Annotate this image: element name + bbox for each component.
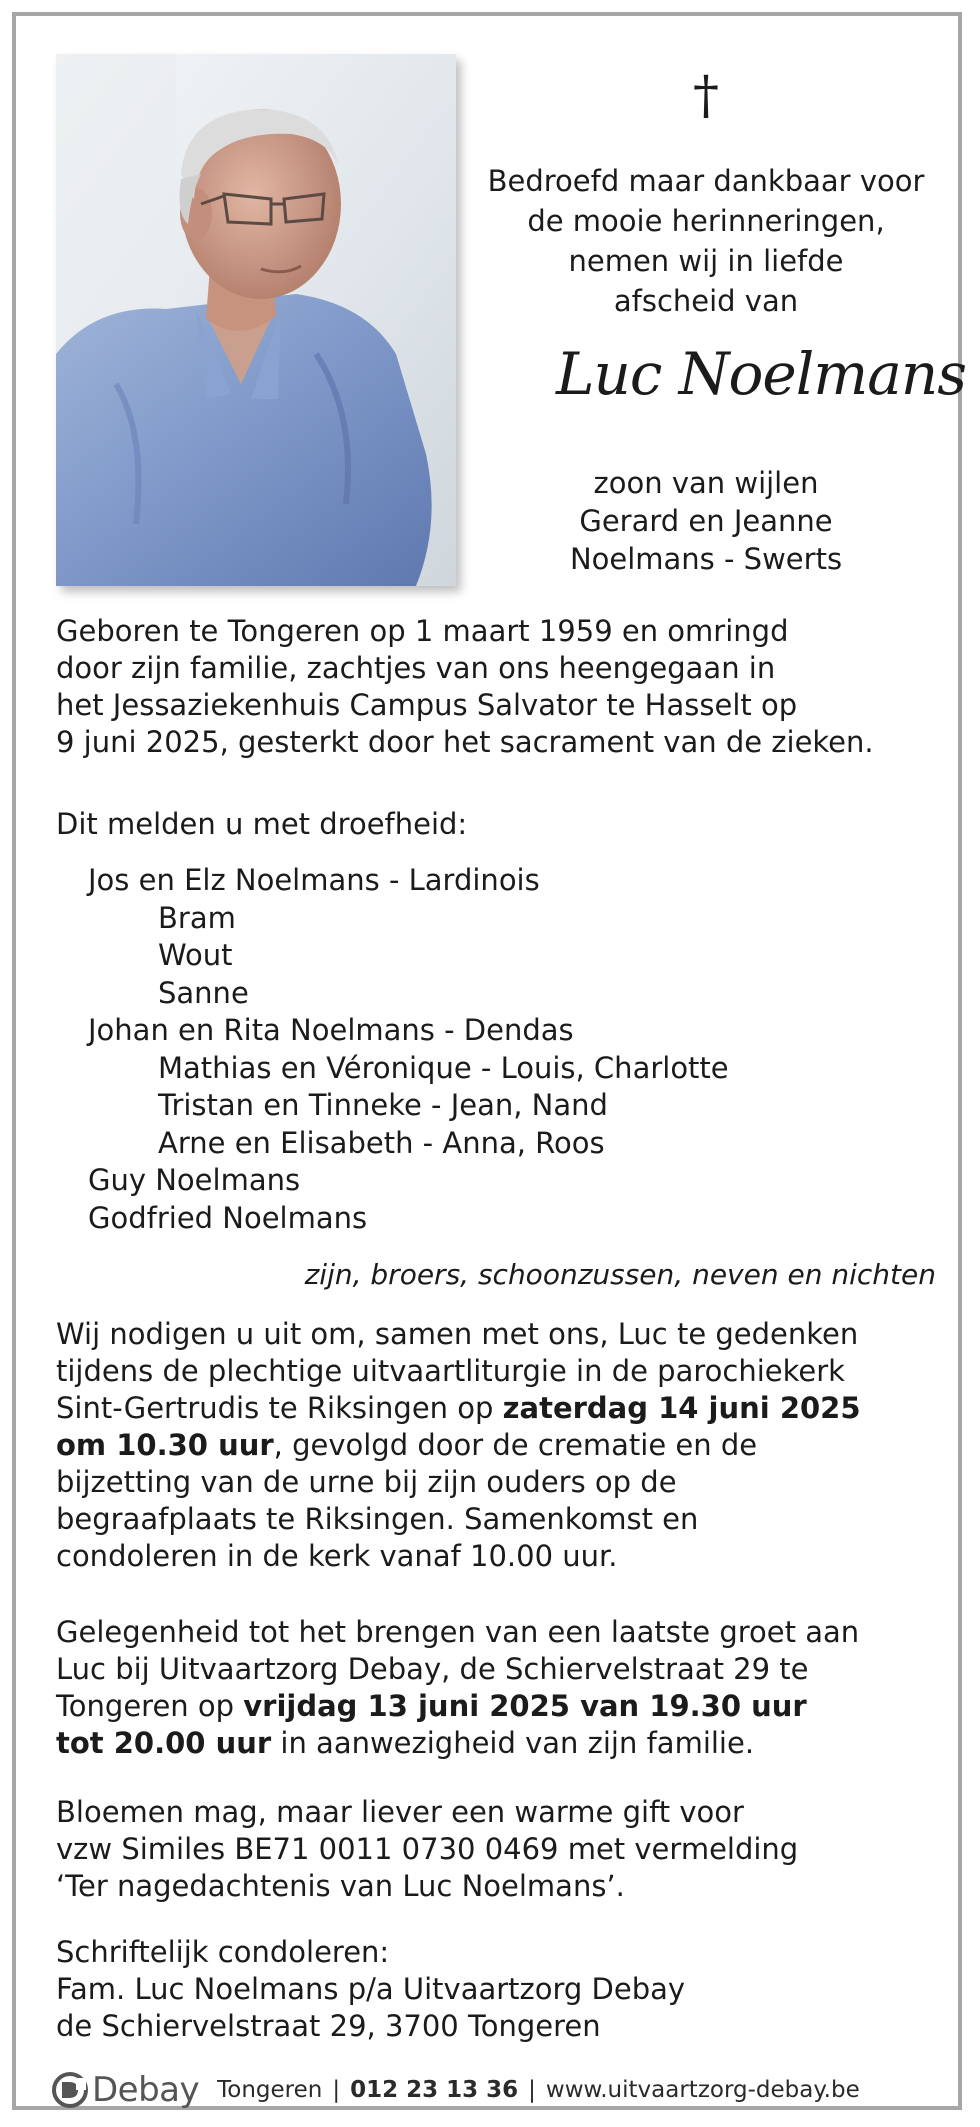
family-member: Jos en Elz Noelmans - Lardinois <box>88 863 540 897</box>
notice-frame <box>12 12 966 2110</box>
ceremony-line <box>56 1390 861 1427</box>
intro-line: de mooie herinneringen, <box>527 204 885 238</box>
visitation-time: tot 20.00 uur <box>56 1726 272 1760</box>
ceremony-text: , gevolgd door de crematie en de <box>273 1428 758 1462</box>
family-member: Guy Noelmans <box>88 1163 301 1197</box>
parents-text <box>456 464 956 578</box>
debay-logo-icon <box>52 2072 88 2108</box>
announce-text: Dit melden u met droefheid: <box>56 807 468 841</box>
deceased-name: Luc Noelmans <box>555 340 966 408</box>
intro-line: afscheid van <box>613 284 799 318</box>
condolences-line: de Schiervelstraat 29, 3700 Tongeren <box>56 2009 601 2043</box>
visitation-date: vrijdag 13 juni 2025 van 19.30 uur <box>243 1689 807 1723</box>
footer <box>52 2068 860 2112</box>
flowers-line: vzw Similes BE71 0011 0730 0469 met vermelding <box>56 1832 799 1866</box>
visitation-text: in aanwezigheid van zijn familie. <box>271 1726 755 1760</box>
portrait-photo <box>56 54 456 586</box>
footer-separator: | <box>528 2077 536 2103</box>
family-member: Arne en Elisabeth - Anna, Roos <box>158 1125 605 1160</box>
logo-text: Debay <box>92 2070 200 2110</box>
ceremony-paragraph <box>56 1316 861 1575</box>
birth-line: door zijn familie, zachtjes van ons heengegaan in <box>56 651 776 685</box>
family-list <box>56 862 729 1237</box>
footer-city: Tongeren <box>217 2077 323 2103</box>
ceremony-line: bijzetting van de urne bij zijn ouders op de <box>56 1465 677 1499</box>
footer-phone[interactable]: 012 23 13 36 <box>350 2077 519 2103</box>
family-member: Mathias en Véronique - Louis, Charlotte <box>158 1050 729 1085</box>
footer-separator: | <box>332 2077 341 2103</box>
condolences-line: Fam. Luc Noelmans p/a Uitvaartzorg Debay <box>56 1972 686 2006</box>
condolences-line: Schriftelijk condoleren: <box>56 1935 390 1969</box>
cross-symbol: † <box>693 66 719 126</box>
birth-paragraph <box>56 613 874 761</box>
family-member: Tristan en Tinneke - Jean, Nand <box>158 1088 608 1122</box>
family-member: Sanne <box>158 975 249 1010</box>
relations-text: zijn, broers, schoonzussen, neven en nichten <box>304 1258 936 1291</box>
flowers-line: ‘Ter nagedachtenis van Luc Noelmans’. <box>56 1869 625 1903</box>
intro-line: Bedroefd maar dankbaar voor <box>487 164 925 198</box>
birth-line: het Jessaziekenhuis Campus Salvator te Hasselt op <box>56 688 798 722</box>
parents-line: Gerard en Jeanne <box>579 504 833 538</box>
visitation-text: Tongeren op <box>56 1689 244 1723</box>
visitation-line <box>56 1725 859 1762</box>
birth-line: 9 juni 2025, gesterkt door het sacrament van de zieken. <box>56 725 874 759</box>
parents-line: zoon van wijlen <box>593 466 819 500</box>
ceremony-time: om 10.30 uur <box>56 1428 274 1462</box>
debay-logo <box>52 2070 217 2110</box>
footer-website[interactable]: www.uitvaartzorg-debay.be <box>545 2077 860 2103</box>
parents-line: Noelmans - Swerts <box>569 542 843 576</box>
flowers-paragraph <box>56 1794 798 1905</box>
ceremony-line: condoleren in de kerk vanaf 10.00 uur. <box>56 1539 618 1573</box>
family-member: Bram <box>158 900 236 935</box>
ceremony-line: Wij nodigen u uit om, samen met ons, Luc te gedenken <box>56 1317 859 1351</box>
family-member: Godfried Noelmans <box>88 1200 368 1235</box>
visitation-paragraph <box>56 1614 859 1762</box>
birth-line: Geboren te Tongeren op 1 maart 1959 en omringd <box>56 614 789 648</box>
condolences-paragraph <box>56 1934 685 2045</box>
visitation-line: Gelegenheid tot het brengen van een laatste groet aan <box>56 1615 860 1649</box>
ceremony-date: zaterdag 14 juni 2025 <box>502 1391 861 1425</box>
ceremony-line: tijdens de plechtige uitvaartliturgie in de parochiekerk <box>56 1354 845 1388</box>
visitation-line <box>56 1688 859 1725</box>
visitation-line: Luc bij Uitvaartzorg Debay, de Schiervelstraat 29 te <box>56 1652 809 1686</box>
flowers-line: Bloemen mag, maar liever een warme gift voor <box>56 1795 744 1829</box>
intro-text <box>456 161 956 321</box>
intro-line: nemen wij in liefde <box>568 244 844 278</box>
ceremony-line: begraafplaats te Riksingen. Samenkomst en <box>56 1502 699 1536</box>
family-member: Johan en Rita Noelmans - Dendas <box>88 1013 574 1047</box>
ceremony-text: Sint-Gertrudis te Riksingen op <box>56 1391 503 1425</box>
family-member: Wout <box>158 938 233 972</box>
ceremony-line <box>56 1427 861 1464</box>
